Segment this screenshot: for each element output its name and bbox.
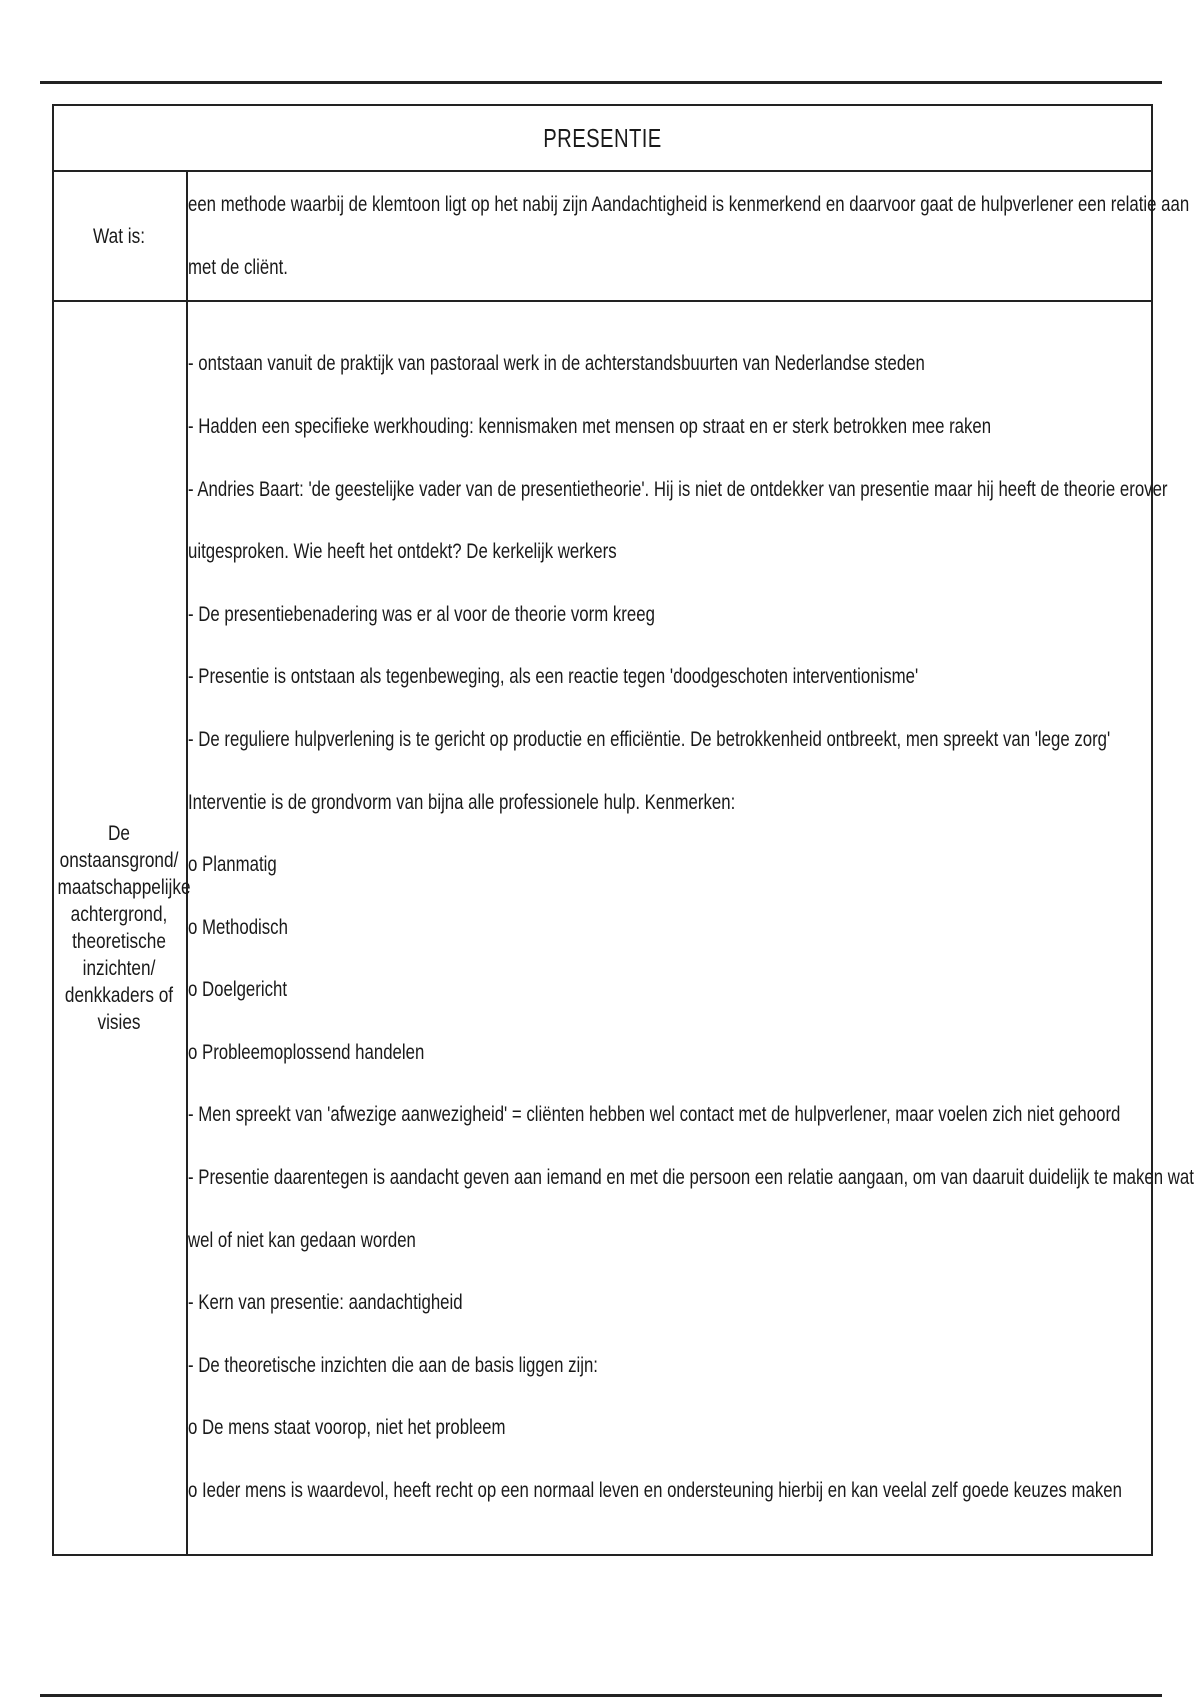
text-line: - De theoretische inzichten die aan de basis liggen zijn: [188, 1353, 598, 1377]
text-line: - Kern van presentie: aandachtigheid [188, 1291, 463, 1315]
top-rule [40, 81, 1162, 84]
row-label-cell [53, 301, 191, 1555]
text-line: - Hadden een specifieke werkhouding: kennismaken met mensen op straat en er sterk betrokken mee raken [188, 414, 992, 438]
text-line: - De presentiebenadering was er al voor de theorie vorm kreeg [188, 602, 655, 626]
list-item: o De mens staat voorop, niet het probleem [188, 1416, 506, 1440]
text-line: - Andries Baart: 'de geestelijke vader van de presentietheorie'. Hij is niet de ontdekker van presentie maar hij heeft de theorie erover [188, 477, 1168, 501]
text-line: - Presentie is ontstaan als tegenbeweging, als een reactie tegen 'doodgeschoten interventionisme' [188, 665, 919, 689]
bottom-rule [40, 1694, 1162, 1697]
row-body-cell [187, 171, 1190, 301]
presentie-table [52, 104, 1194, 1556]
text-line: - ontstaan vanuit de praktijk van pastoraal werk in de achterstandsbuurten van Nederlandse steden [188, 352, 925, 376]
list-item: o Methodisch [188, 915, 288, 939]
text-line: met de cliënt. [188, 256, 288, 279]
text-line: - Presentie daarentegen is aandacht geven aan iemand en met die persoon een relatie aangaan, om van daaruit duidelijk te maken wat [188, 1166, 1194, 1190]
table-row [53, 171, 1152, 301]
table-title-cell [174, 105, 1031, 171]
text-line: een methode waarbij de klemtoon ligt op het nabij zijn Aandachtigheid is kenmerkend en daarvoor gaat de hulpverlener een relatie aan [188, 193, 1190, 216]
text-line: Interventie is de grondvorm van bijna alle professionele hulp. Kenmerken: [188, 790, 736, 814]
table-title: PRESENTIE [543, 122, 662, 153]
list-item: o Probleemoplossend handelen [188, 1040, 425, 1064]
table-title-row [53, 105, 1152, 171]
row-label-wat-is: Wat is: [93, 224, 145, 248]
text-line: - De reguliere hulpverlening is te gericht op productie en efficiëntie. De betrokkenheid ontbreekt, men spreekt van 'lege zorg' [188, 727, 1111, 751]
text-line: uitgesproken. Wie heeft het ontdekt? De kerkelijk werkers [188, 540, 617, 564]
text-line: - Men spreekt van 'afwezige aanwezigheid' = cliënten hebben wel contact met de hulpverlener, maar voelen zich niet gehoord [188, 1103, 1121, 1127]
table-row [53, 301, 1152, 1555]
list-item: o Planmatig [188, 853, 277, 877]
row-label-onstaansgrond: De onstaansgrond/ maatschappelijke achtergrond, theoretische inzichten/ denkkaders of visies [57, 822, 191, 1034]
list-item: o Doelgericht [188, 978, 287, 1002]
row-label-cell [53, 171, 187, 301]
text-line: wel of niet kan gedaan worden [188, 1228, 416, 1252]
list-item: o Ieder mens is waardevol, heeft recht op een normaal leven en ondersteuning hierbij en kan veelal zelf goede keuzes maken [188, 1479, 1122, 1503]
row-body-cell [187, 301, 1194, 1555]
